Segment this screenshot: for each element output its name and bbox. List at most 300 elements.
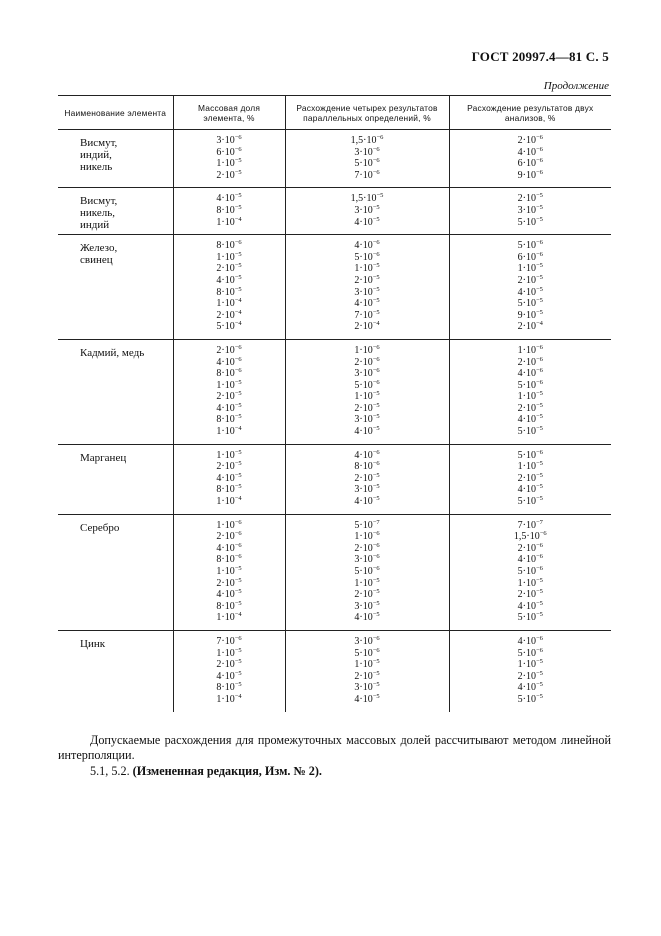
mass-fraction-value	[174, 135, 285, 147]
two-analyses-value	[450, 589, 612, 601]
four-results-value	[286, 368, 449, 380]
mass-fraction-value-mantissa: 4·10	[216, 193, 235, 205]
two-analyses-value	[450, 426, 612, 438]
tolerance-table	[58, 95, 611, 712]
mass-fraction-value	[174, 426, 285, 438]
four-results-value-exponent: −5	[372, 425, 380, 433]
mass-fraction-value-mantissa: 5·10	[216, 321, 235, 333]
mass-fraction-value-exponent: −6	[234, 541, 242, 549]
four-results-value-mantissa: 5·10	[354, 647, 373, 659]
two-analyses-value-exponent: −6	[535, 355, 543, 363]
four-results-value	[286, 170, 449, 182]
mass-fraction-value	[174, 671, 285, 683]
two-analyses-value	[450, 648, 612, 660]
table-row	[58, 630, 611, 711]
four-results-value-mantissa: 3·10	[354, 146, 373, 158]
mass-fraction-value-exponent: −5	[234, 658, 242, 666]
two-analyses-value-mantissa: 4·10	[517, 368, 536, 380]
table-row	[58, 514, 611, 630]
four-results-value-exponent: −5	[372, 401, 380, 409]
interpolation-note: Допускаемые расхождения для промежуточных массовых долей рассчитывают методом линейной интерполяции.	[58, 733, 611, 762]
mass-fraction-value-mantissa: 2·10	[216, 169, 235, 181]
two-analyses-cell	[449, 130, 611, 188]
element-name: Кадмий, медь	[58, 339, 173, 444]
two-analyses-value	[450, 601, 612, 613]
four-results-value-mantissa: 1,5·10	[350, 135, 377, 146]
mass-fraction-value-exponent: −5	[234, 285, 242, 293]
two-analyses-value-exponent: −6	[535, 157, 543, 165]
four-results-value-mantissa: 2·10	[354, 472, 373, 484]
two-analyses-value	[450, 205, 612, 217]
two-analyses-value-mantissa: 1·10	[517, 461, 536, 473]
four-results-value	[286, 403, 449, 415]
table-row	[58, 130, 611, 188]
four-results-value-mantissa: 4·10	[354, 216, 373, 228]
element-name: Висмут, никель, индий	[58, 188, 173, 235]
two-analyses-value	[450, 612, 612, 624]
mass-fraction-value-mantissa: 1·10	[216, 519, 235, 531]
four-results-value-mantissa: 5·10	[354, 158, 373, 170]
two-analyses-value-exponent: −5	[535, 390, 543, 398]
mass-fraction-value-mantissa: 4·10	[216, 402, 235, 414]
four-results-value	[286, 147, 449, 159]
two-analyses-value	[450, 135, 612, 147]
two-analyses-value-mantissa: 4·10	[517, 635, 536, 647]
mass-fraction-value-exponent: −5	[234, 192, 242, 200]
mass-fraction-value	[174, 321, 285, 333]
mass-fraction-value-exponent: −5	[234, 413, 242, 421]
four-results-value-exponent: −7	[372, 518, 380, 526]
mass-fraction-value	[174, 461, 285, 473]
two-analyses-value-mantissa: 2·10	[517, 472, 536, 484]
four-results-value-exponent: −6	[372, 553, 380, 561]
mass-fraction-value	[174, 193, 285, 205]
mass-fraction-value-mantissa: 8·10	[216, 600, 235, 612]
two-analyses-cell	[449, 188, 611, 235]
four-results-value	[286, 298, 449, 310]
two-analyses-value-exponent: −5	[535, 611, 543, 619]
four-results-value	[286, 275, 449, 287]
table-row	[58, 188, 611, 235]
four-results-value-mantissa: 1,5·10	[350, 193, 377, 205]
two-analyses-value-exponent: −6	[535, 168, 543, 176]
four-results-value	[286, 554, 449, 566]
mass-fraction-value	[174, 275, 285, 287]
four-results-value	[286, 287, 449, 299]
mass-fraction-value	[174, 240, 285, 252]
two-analyses-value-exponent: −6	[535, 250, 543, 258]
four-results-value-mantissa: 2·10	[354, 589, 373, 601]
two-analyses-value	[450, 147, 612, 159]
mass-fraction-value-mantissa: 4·10	[216, 589, 235, 601]
two-analyses-value	[450, 554, 612, 566]
four-results-value-exponent: −5	[372, 285, 380, 293]
mass-fraction-value	[174, 543, 285, 555]
four-results-value-exponent: −6	[372, 250, 380, 258]
four-results-value	[286, 193, 449, 205]
four-results-value-mantissa: 3·10	[354, 286, 373, 298]
mass-fraction-value	[174, 589, 285, 601]
four-results-value	[286, 450, 449, 462]
mass-fraction-value-exponent: −6	[234, 634, 242, 642]
four-results-value-exponent: −5	[372, 658, 380, 666]
two-analyses-value-exponent: −7	[535, 518, 543, 526]
mass-fraction-value	[174, 263, 285, 275]
four-results-value-exponent: −5	[372, 273, 380, 281]
two-analyses-value-exponent: −5	[535, 599, 543, 607]
mass-fraction-value	[174, 694, 285, 706]
four-results-value-exponent: −5	[372, 297, 380, 305]
mass-fraction-value-exponent: −5	[234, 203, 242, 211]
two-analyses-value-exponent: −5	[535, 460, 543, 468]
four-results-value-mantissa: 2·10	[354, 670, 373, 682]
four-results-value-mantissa: 2·10	[354, 274, 373, 286]
four-results-value	[286, 217, 449, 229]
two-analyses-value-exponent: −5	[535, 203, 543, 211]
four-results-value-mantissa: 8·10	[354, 461, 373, 473]
two-analyses-value-mantissa: 4·10	[517, 682, 536, 694]
two-analyses-value-mantissa: 4·10	[517, 146, 536, 158]
mass-fraction-value	[174, 659, 285, 671]
four-results-value-exponent: −6	[372, 367, 380, 375]
four-results-cell	[285, 630, 449, 711]
change-note-edition: (Измененная редакция, Изм. № 2).	[132, 764, 322, 778]
two-analyses-value-exponent: −5	[535, 669, 543, 677]
four-results-value-mantissa: 3·10	[354, 635, 373, 647]
mass-fraction-value	[174, 252, 285, 264]
mass-fraction-value-exponent: −4	[234, 692, 242, 700]
four-results-value-exponent: −5	[372, 203, 380, 211]
mass-fraction-value	[174, 682, 285, 694]
two-analyses-value-exponent: −6	[535, 239, 543, 247]
four-results-value-exponent: −5	[372, 681, 380, 689]
two-analyses-cell	[449, 630, 611, 711]
mass-fraction-value-mantissa: 1·10	[216, 693, 235, 705]
mass-fraction-value-exponent: −5	[234, 576, 242, 584]
two-analyses-value-mantissa: 1,5·10	[513, 531, 540, 543]
two-analyses-value-mantissa: 2·10	[517, 356, 536, 368]
four-results-value	[286, 240, 449, 252]
mass-fraction-value	[174, 403, 285, 415]
four-results-value-mantissa: 4·10	[354, 612, 373, 624]
mass-fraction-cell	[173, 514, 285, 630]
two-analyses-value	[450, 158, 612, 170]
two-analyses-cell	[449, 444, 611, 514]
two-analyses-value	[450, 450, 612, 462]
four-results-value-mantissa: 5·10	[354, 566, 373, 577]
two-analyses-value	[450, 543, 612, 555]
two-analyses-value-mantissa: 2·10	[517, 135, 536, 146]
four-results-value	[286, 612, 449, 624]
four-results-value-mantissa: 5·10	[354, 379, 373, 391]
two-analyses-value	[450, 345, 612, 357]
four-results-value	[286, 566, 449, 578]
mass-fraction-value-exponent: −5	[234, 681, 242, 689]
four-results-value	[286, 263, 449, 275]
two-analyses-value	[450, 310, 612, 322]
mass-fraction-value	[174, 648, 285, 660]
mass-fraction-value	[174, 368, 285, 380]
mass-fraction-value-exponent: −4	[234, 320, 242, 328]
four-results-value-mantissa: 4·10	[354, 426, 373, 438]
two-analyses-value-exponent: −6	[539, 530, 547, 538]
two-analyses-value-exponent: −5	[535, 471, 543, 479]
mass-fraction-value	[174, 158, 285, 170]
column-header-element: Наименование элемента	[58, 96, 173, 130]
column-header-mass-fraction: Массовая доля элемента, %	[173, 96, 285, 130]
mass-fraction-value-mantissa: 2·10	[216, 659, 235, 671]
mass-fraction-value-mantissa: 2·10	[216, 531, 235, 543]
four-results-value-exponent: −6	[372, 565, 380, 572]
mass-fraction-value-exponent: −5	[234, 250, 242, 258]
four-results-value	[286, 496, 449, 508]
two-analyses-value-mantissa: 5·10	[517, 298, 536, 310]
four-results-value-exponent: −5	[372, 692, 380, 700]
two-analyses-value-mantissa: 2·10	[517, 321, 536, 333]
two-analyses-value-mantissa: 5·10	[517, 693, 536, 705]
two-analyses-value-mantissa: 7·10	[517, 519, 536, 531]
two-analyses-value	[450, 263, 612, 275]
four-results-cell	[285, 514, 449, 630]
two-analyses-value-exponent: −5	[535, 285, 543, 293]
mass-fraction-value-mantissa: 1·10	[216, 379, 235, 391]
four-results-value	[286, 682, 449, 694]
two-analyses-value-mantissa: 5·10	[517, 216, 536, 228]
mass-fraction-value-mantissa: 2·10	[216, 263, 235, 275]
mass-fraction-value-mantissa: 8·10	[216, 414, 235, 426]
four-results-value-exponent: −5	[376, 192, 384, 200]
four-results-value	[286, 648, 449, 660]
two-analyses-value-mantissa: 2·10	[517, 274, 536, 286]
mass-fraction-value-mantissa: 4·10	[216, 542, 235, 554]
mass-fraction-value-exponent: −6	[234, 239, 242, 247]
mass-fraction-value	[174, 298, 285, 310]
two-analyses-value-exponent: −6	[535, 134, 543, 141]
mass-fraction-value	[174, 391, 285, 403]
mass-fraction-value-mantissa: 1·10	[216, 251, 235, 263]
mass-fraction-value-exponent: −5	[234, 157, 242, 165]
mass-fraction-value-mantissa: 2·10	[216, 309, 235, 321]
mass-fraction-value-exponent: −6	[234, 355, 242, 363]
four-results-value-mantissa: 2·10	[354, 542, 373, 554]
two-analyses-value	[450, 520, 612, 532]
mass-fraction-value	[174, 484, 285, 496]
element-name: Железо, свинец	[58, 235, 173, 340]
mass-fraction-value-mantissa: 2·10	[216, 577, 235, 589]
two-analyses-value-mantissa: 1·10	[517, 577, 536, 589]
four-results-value-mantissa: 2·10	[354, 402, 373, 414]
two-analyses-value-mantissa: 9·10	[517, 169, 536, 181]
mass-fraction-value	[174, 310, 285, 322]
mass-fraction-value-mantissa: 1·10	[216, 566, 235, 577]
two-analyses-value-mantissa: 5·10	[517, 647, 536, 659]
four-results-value	[286, 205, 449, 217]
two-analyses-value	[450, 380, 612, 392]
two-analyses-value	[450, 357, 612, 369]
mass-fraction-value-exponent: −4	[234, 308, 242, 316]
four-results-value	[286, 520, 449, 532]
four-results-value-exponent: −6	[372, 378, 380, 386]
two-analyses-value-exponent: −6	[535, 541, 543, 549]
mass-fraction-value-exponent: −4	[234, 611, 242, 619]
mass-fraction-value	[174, 496, 285, 508]
mass-fraction-value-mantissa: 1·10	[216, 216, 235, 228]
four-results-value	[286, 357, 449, 369]
page-header-title: ГОСТ 20997.4—81 С. 5	[471, 49, 609, 64]
two-analyses-value-exponent: −6	[535, 378, 543, 386]
mass-fraction-value-exponent: −5	[234, 599, 242, 607]
four-results-value-exponent: −5	[372, 308, 380, 316]
four-results-value	[286, 659, 449, 671]
two-analyses-value-exponent: −5	[535, 576, 543, 584]
four-results-value-mantissa: 4·10	[354, 693, 373, 705]
four-results-value-mantissa: 1·10	[354, 391, 373, 403]
four-results-value-exponent: −6	[372, 541, 380, 549]
four-results-value-exponent: −4	[372, 320, 380, 328]
two-analyses-value	[450, 217, 612, 229]
four-results-value-exponent: −5	[372, 413, 380, 421]
two-analyses-value-exponent: −5	[535, 588, 543, 596]
two-analyses-value-mantissa: 3·10	[517, 204, 536, 216]
mass-fraction-value	[174, 636, 285, 648]
four-results-value-mantissa: 1·10	[354, 344, 373, 356]
two-analyses-value	[450, 240, 612, 252]
four-results-value-exponent: −5	[372, 611, 380, 619]
four-results-value-mantissa: 2·10	[354, 321, 373, 333]
two-analyses-value-mantissa: 5·10	[517, 449, 536, 461]
change-note-clauses: 5.1, 5.2.	[90, 764, 130, 778]
four-results-value-mantissa: 3·10	[354, 682, 373, 694]
mass-fraction-value	[174, 357, 285, 369]
mass-fraction-value	[174, 612, 285, 624]
four-results-value-mantissa: 5·10	[354, 519, 373, 531]
two-analyses-value-mantissa: 1·10	[517, 263, 536, 275]
four-results-value	[286, 636, 449, 648]
four-results-value	[286, 310, 449, 322]
four-results-value	[286, 414, 449, 426]
mass-fraction-value	[174, 147, 285, 159]
four-results-value-exponent: −6	[372, 448, 380, 456]
table-header-row	[58, 96, 611, 130]
mass-fraction-value-mantissa: 1·10	[216, 612, 235, 624]
four-results-value	[286, 426, 449, 438]
mass-fraction-value-exponent: −6	[234, 530, 242, 538]
four-results-value-mantissa: 5·10	[354, 251, 373, 263]
four-results-value-mantissa: 7·10	[354, 309, 373, 321]
four-results-value-exponent: −5	[372, 471, 380, 479]
mass-fraction-value-mantissa: 8·10	[216, 484, 235, 496]
two-analyses-value-mantissa: 6·10	[517, 251, 536, 263]
two-analyses-value	[450, 368, 612, 380]
four-results-value-exponent: −5	[372, 669, 380, 677]
two-analyses-value	[450, 252, 612, 264]
mass-fraction-value-mantissa: 8·10	[216, 286, 235, 298]
two-analyses-value	[450, 484, 612, 496]
two-analyses-value-exponent: −6	[535, 565, 543, 572]
two-analyses-value-exponent: −6	[535, 553, 543, 561]
two-analyses-value	[450, 566, 612, 578]
mass-fraction-value-exponent: −5	[234, 401, 242, 409]
mass-fraction-value-mantissa: 3·10	[216, 135, 235, 146]
mass-fraction-value-exponent: −6	[234, 145, 242, 153]
two-analyses-value	[450, 414, 612, 426]
four-results-value	[286, 671, 449, 683]
two-analyses-value-mantissa: 2·10	[517, 193, 536, 205]
four-results-value-exponent: −6	[372, 355, 380, 363]
mass-fraction-value-exponent: −5	[234, 390, 242, 398]
two-analyses-value	[450, 391, 612, 403]
two-analyses-value	[450, 682, 612, 694]
mass-fraction-value-exponent: −5	[234, 471, 242, 479]
two-analyses-value-mantissa: 4·10	[517, 414, 536, 426]
two-analyses-value-exponent: −6	[535, 646, 543, 654]
two-analyses-value-mantissa: 5·10	[517, 379, 536, 391]
four-results-value-exponent: −5	[372, 262, 380, 270]
four-results-value	[286, 135, 449, 147]
mass-fraction-value	[174, 566, 285, 578]
four-results-value-mantissa: 4·10	[354, 496, 373, 508]
two-analyses-value	[450, 694, 612, 706]
four-results-value-exponent: −6	[376, 134, 384, 141]
mass-fraction-value-exponent: −6	[234, 367, 242, 375]
two-analyses-value-exponent: −5	[535, 692, 543, 700]
four-results-value	[286, 461, 449, 473]
mass-fraction-value	[174, 217, 285, 229]
two-analyses-cell	[449, 514, 611, 630]
mass-fraction-value	[174, 170, 285, 182]
four-results-value-exponent: −6	[372, 239, 380, 247]
four-results-cell	[285, 235, 449, 340]
mass-fraction-value-exponent: −5	[234, 262, 242, 270]
two-analyses-value	[450, 531, 612, 543]
two-analyses-value-exponent: −5	[535, 495, 543, 503]
two-analyses-value	[450, 659, 612, 671]
four-results-value	[286, 252, 449, 264]
mass-fraction-value-exponent: −5	[234, 460, 242, 468]
four-results-value	[286, 391, 449, 403]
two-analyses-value-mantissa: 2·10	[517, 542, 536, 554]
four-results-cell	[285, 339, 449, 444]
element-name: Цинк	[80, 637, 106, 650]
mass-fraction-value	[174, 554, 285, 566]
two-analyses-cell	[449, 235, 611, 340]
four-results-value-mantissa: 3·10	[354, 368, 373, 380]
two-analyses-value-mantissa: 4·10	[517, 600, 536, 612]
four-results-cell	[285, 444, 449, 514]
four-results-cell	[285, 188, 449, 235]
four-results-value-mantissa: 3·10	[354, 414, 373, 426]
two-analyses-value-exponent: −5	[535, 483, 543, 491]
two-analyses-value-exponent: −5	[535, 308, 543, 316]
two-analyses-value-mantissa: 5·10	[517, 496, 536, 508]
two-analyses-value	[450, 461, 612, 473]
two-analyses-value-mantissa: 6·10	[517, 158, 536, 170]
two-analyses-value-mantissa: 4·10	[517, 554, 536, 566]
two-analyses-value-mantissa: 4·10	[517, 484, 536, 496]
four-results-value-exponent: −6	[372, 157, 380, 165]
two-analyses-value-exponent: −6	[535, 343, 543, 351]
mass-fraction-value-exponent: −5	[234, 273, 242, 281]
two-analyses-value-mantissa: 2·10	[517, 670, 536, 682]
table-body	[58, 130, 611, 712]
four-results-value	[286, 345, 449, 357]
two-analyses-value-exponent: −6	[535, 367, 543, 375]
two-analyses-value	[450, 578, 612, 590]
mass-fraction-value-mantissa: 1·10	[216, 647, 235, 659]
four-results-value-mantissa: 1·10	[354, 263, 373, 275]
four-results-value	[286, 578, 449, 590]
two-analyses-value	[450, 170, 612, 182]
